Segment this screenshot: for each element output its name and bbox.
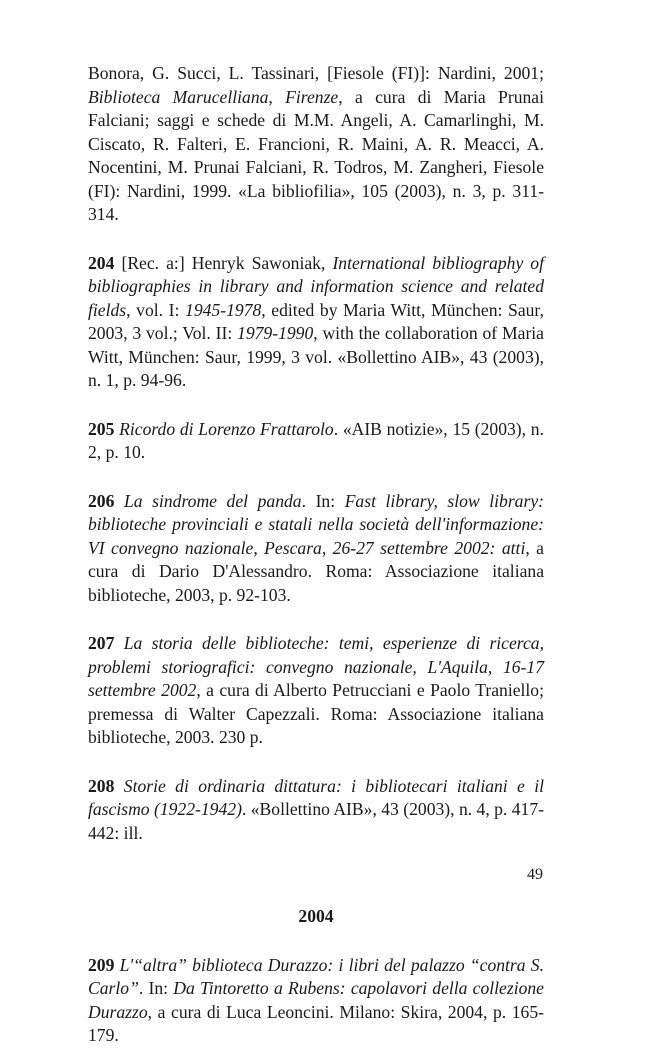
entry-text: . In: (138, 978, 174, 998)
bibliography-entry (88, 954, 544, 1048)
bibliography-entry (88, 418, 544, 465)
entry-number: 208 (88, 775, 115, 796)
bibliography-2003 (88, 62, 544, 845)
entry-title-text: 1979-1990 (237, 323, 314, 343)
page-number: 49 (527, 866, 543, 883)
entry-title-text: La sindrome del panda (123, 490, 302, 511)
entry-text: , a cura di Dario D'Alessandro. Roma: Associazione italiana biblioteche, 2003, p. 92-103. (88, 537, 544, 605)
entry-title-text: International bibliography of bibliographies in library and information science and related fields (88, 252, 544, 320)
entry-text: , edited by Maria Witt, München: Saur, 2003, 3 vol.; Vol. II: (88, 299, 544, 343)
entry-text: Bonora, G. Succi, L. Tassinari, [Fiesole (FI)]: Nardini, 2001; (88, 63, 544, 83)
entry-text (114, 776, 123, 796)
year-heading: 2004 (298, 906, 334, 926)
entry-title-text: Ricordo di Lorenzo Frattarolo (119, 418, 334, 439)
entry-text: , a cura di Maria Prunai Falciani; saggi e schede di M.M. Angeli, A. Camarlinghi, M. Ciscato, R. Falteri, E. Francioni, R. Maini, A. R. Meacci, A. Nocentini, M. Prunai Falciani, R. Todros, M. Zangheri, Fiesole (FI): Nardini, 1999. «La bibliofilia», 105 (2003), n. 3, p. 311-314. (88, 86, 544, 224)
entry-title-text: Storie di ordinaria dittatura: i bibliotecari italiani e il fascismo (1922-1942) (88, 775, 545, 819)
page-body (88, 62, 544, 1048)
bibliography-entry (88, 775, 544, 846)
entry-title-text: Biblioteca Marucelliana, Firenze (88, 86, 339, 107)
entry-number: 206 (88, 490, 115, 511)
entry-title-text: 1945-1978 (185, 299, 262, 320)
entry-text (114, 633, 123, 653)
entry-text: [Rec. a:] Henryk Sawoniak, (114, 252, 333, 273)
entry-number: 207 (88, 633, 115, 653)
bibliography-entry (88, 62, 544, 227)
bibliography-entry (88, 632, 544, 750)
entry-text: , a cura di Alberto Petrucciani e Paolo Traniello; premessa di Walter Capezzali. Roma: Associazione italiana biblioteche, 2003. 230 p. (88, 680, 544, 747)
entry-text: , with the collaboration of Maria Witt, München: Saur, 1999, 3 vol. «Bollettino AIB», 43 (2003), n. 1, p. 94-96. (88, 323, 544, 390)
entry-title-text: La storia delle biblioteche: temi, esperienze di ricerca, problemi storiografici: convegno nazionale, L'Aquila, 16-17 settembre 2002 (88, 633, 544, 700)
entry-title-text: L'“altra” biblioteca Durazzo: i libri del palazzo “contra S. Carlo” (88, 954, 544, 998)
entry-title-text: Fast library, slow library: biblioteche provinciali e statali nella società dell'informazione: VI convegno nazionale, Pescara, 26-27 settembre 2002: atti (88, 490, 544, 558)
bibliography-2004 (88, 954, 544, 1048)
entry-text: , vol. I: (126, 299, 186, 320)
entry-text: . «Bollettino AIB», 43 (2003), n. 4, p. 417-442: ill. (88, 799, 544, 843)
bibliography-entry (88, 490, 544, 608)
entry-text: . In: (301, 490, 345, 511)
entry-number: 209 (88, 954, 115, 975)
entry-text (114, 491, 124, 511)
entry-number: 204 (88, 252, 115, 273)
entry-number: 205 (88, 418, 115, 439)
bibliography-entry (88, 252, 544, 393)
entry-text: , a cura di Luca Leoncini. Milano: Skira, 2004, p. 165-179. (88, 1001, 544, 1045)
entry-title-text: Da Tintoretto a Rubens: capolavori della collezione Durazzo (88, 978, 544, 1022)
entry-text: . «AIB notizie», 15 (2003), n. 2, p. 10. (88, 418, 544, 462)
